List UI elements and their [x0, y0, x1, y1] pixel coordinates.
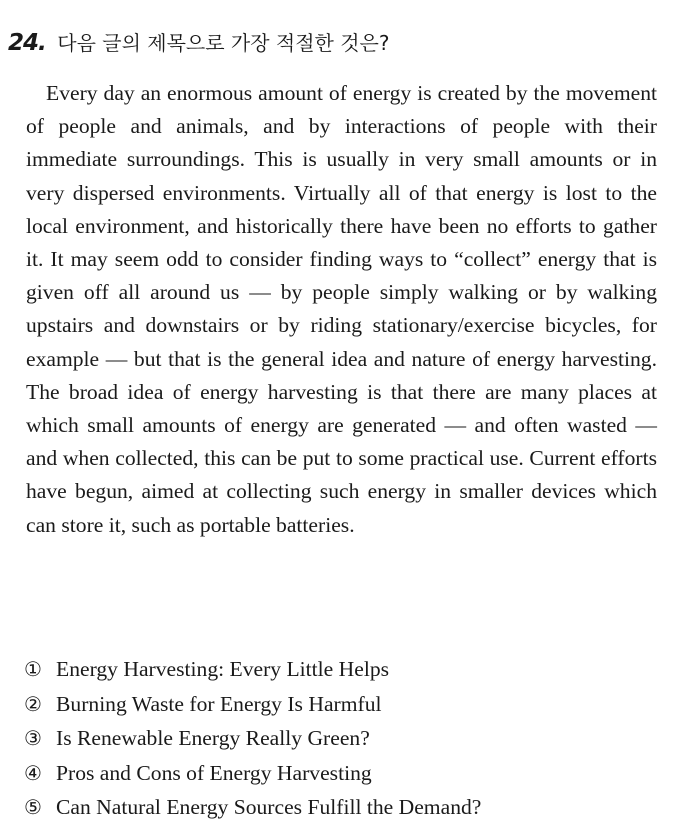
answer-option-1[interactable]: [24, 652, 664, 687]
answer-options: [24, 652, 664, 825]
option-marker: ②: [24, 691, 42, 716]
option-marker: ④: [24, 760, 42, 785]
question-header: [8, 28, 668, 58]
question-number: 24.: [8, 30, 46, 56]
passage-text: Every day an enormous amount of energy is created by the movement of people and animals, and by interactions of people with their immediate surroundings. This is usually in very small amounts or in very dispersed environments. Virtually all of that energy is lost to the local environment, and historically there have been no efforts to gather it. It may seem odd to consider finding ways to “collect” energy that is given off all around us — by people simply walking or by walking upstairs and downstairs or by riding stationary/exercise bicycles, for example — but that is the general idea and nature of energy harvesting. The broad idea of energy harvesting is that there are many places at which small amounts of energy are generated — and often wasted — and when collected, this can be put to some practical use. Current efforts have begun, aimed at collecting such energy in smaller devices which can store it, such as portable batteries.: [26, 81, 657, 537]
option-text: Burning Waste for Energy Is Harmful: [56, 691, 382, 716]
answer-option-3[interactable]: [24, 721, 664, 756]
answer-option-4[interactable]: [24, 756, 664, 791]
question-prompt: 다음 글의 제목으로 가장 적절한 것은?: [57, 31, 390, 55]
option-text: Can Natural Energy Sources Fulfill the Demand?: [56, 795, 482, 819]
option-text: Is Renewable Energy Really Green?: [56, 726, 370, 750]
option-marker: ③: [24, 726, 42, 750]
answer-option-5[interactable]: [24, 790, 664, 825]
option-text: Pros and Cons of Energy Harvesting: [56, 760, 372, 785]
answer-option-2[interactable]: [24, 687, 664, 722]
option-marker: ①: [24, 657, 42, 681]
option-marker: ⑤: [24, 795, 42, 819]
option-text: Energy Harvesting: Every Little Helps: [56, 657, 390, 681]
